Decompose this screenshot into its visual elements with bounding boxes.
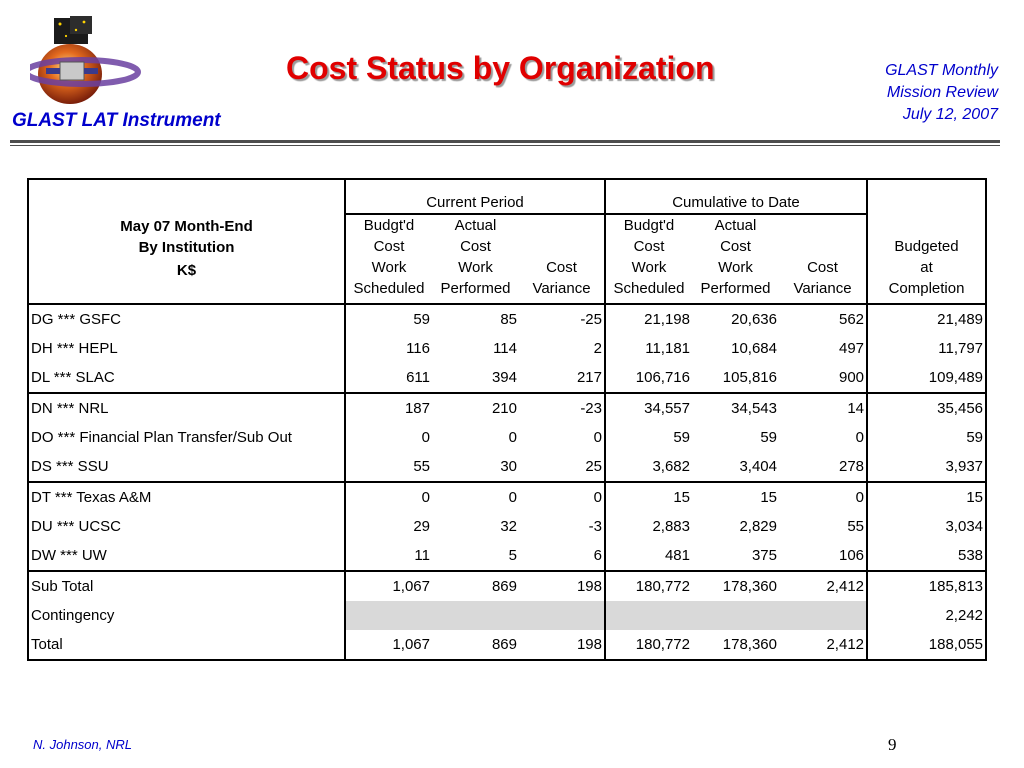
row-label: DO *** Financial Plan Transfer/Sub Out: [31, 429, 292, 446]
review-date: July 12, 2007: [902, 106, 998, 123]
cell-bac: 21,489: [867, 304, 986, 334]
cell-cum-acwp: [692, 601, 779, 630]
cell-cp-variance: -25: [519, 304, 605, 334]
review-line: GLAST Monthly: [885, 62, 998, 79]
col-header-line: Budgt'd: [363, 217, 415, 234]
page-title: Cost Status by Organization: [286, 50, 715, 86]
col-header-line: Performed: [700, 280, 771, 297]
col-header-line: Performed: [440, 280, 511, 297]
cell-bac: 2,242: [867, 601, 986, 630]
row-header-label: [28, 214, 345, 304]
cell-cum-bcws: 3,682: [605, 452, 692, 482]
cell-cum-acwp: 3,404: [739, 458, 777, 475]
cell-cum-acwp: 2,829: [739, 518, 777, 535]
cell-cum-variance: 497: [838, 340, 865, 357]
col-header-line: Work: [458, 259, 493, 276]
cell-cp-variance: 2: [593, 340, 602, 357]
cell-cum-bcws: 106,716: [605, 363, 692, 393]
cell-cum-bcws: [605, 601, 692, 630]
cell-cp-acwp: 869: [491, 636, 517, 653]
cell-cp-bcws: 29: [345, 512, 432, 541]
cell-cp-bcws: 55: [345, 452, 432, 482]
table-body: [28, 304, 986, 660]
cell-cp-bcws: 1,067: [345, 571, 432, 601]
cell-cum-acwp: 178,360: [692, 571, 779, 601]
col-header-line: Variance: [532, 280, 591, 297]
row-label: Total: [31, 636, 63, 653]
col-header-cum-variance: [779, 214, 867, 304]
col-header-line: Cost: [807, 259, 838, 276]
row-label: DT *** Texas A&M: [28, 482, 345, 512]
header-columns-row: [28, 214, 986, 304]
cell-bac: 11,797: [867, 334, 986, 363]
cell-cum-variance: 562: [779, 304, 867, 334]
col-header-cp-acwp: [432, 214, 519, 304]
cell-bac: 35,456: [867, 393, 986, 423]
table-row: [28, 452, 986, 482]
cell-cp-bcws: 187: [345, 393, 432, 423]
cell-cum-variance: 278: [838, 458, 865, 475]
cell-bac: 538: [867, 541, 986, 571]
cell-cum-acwp: 59: [760, 429, 777, 446]
review-info: [885, 60, 998, 126]
table-row: [28, 541, 986, 571]
cell-bac: 109,489: [867, 363, 986, 393]
cell-cp-variance: 198: [519, 571, 605, 601]
cell-cp-variance: 0: [593, 429, 602, 446]
cell-cum-bcws: 180,772: [605, 571, 692, 601]
col-header-line: Cost: [460, 238, 491, 255]
col-header-line: Scheduled: [353, 280, 425, 297]
row-label: DL *** SLAC: [31, 369, 115, 386]
cell-cp-variance: [519, 601, 605, 630]
cost-status-table: [27, 178, 987, 661]
col-header-line: Budgeted: [894, 238, 959, 255]
row-label: DH *** HEPL: [31, 340, 118, 357]
col-header-line: Completion: [888, 280, 965, 297]
cell-bac: 185,813: [867, 571, 986, 601]
cell-cp-acwp: 5: [508, 547, 517, 564]
header-rule-thin: [10, 145, 1000, 146]
cell-cum-bcws: 481: [605, 541, 692, 571]
cell-cp-acwp: 114: [493, 340, 517, 357]
table-row: [28, 304, 986, 334]
cell-cum-acwp: 375: [751, 547, 777, 564]
cell-cp-acwp: 32: [500, 518, 517, 535]
cell-cum-acwp: 105,816: [722, 369, 777, 386]
table-row: [28, 334, 986, 363]
cell-cum-bcws: 34,557: [605, 393, 692, 423]
row-label: DW *** UW: [31, 547, 107, 564]
header-rule-thick: [10, 140, 1000, 143]
col-header-line: Work: [718, 259, 753, 276]
col-header-line: Actual: [454, 217, 497, 234]
col-header-line: Work: [371, 259, 407, 276]
col-header-line: Cost: [633, 238, 665, 255]
cell-cp-bcws: 116: [345, 334, 432, 363]
row-label: DG *** GSFC: [28, 304, 345, 334]
col-header-line: Scheduled: [613, 280, 685, 297]
row-label: Sub Total: [28, 571, 345, 601]
cell-bac: 3,937: [867, 452, 986, 482]
group-current-period: Current Period: [345, 179, 605, 214]
col-header-cp-variance: [519, 214, 605, 304]
row-label: Contingency: [31, 607, 115, 624]
cell-cp-acwp: [432, 601, 519, 630]
cell-cum-bcws: 2,883: [605, 512, 692, 541]
cell-cum-variance: [779, 601, 867, 630]
cell-cum-acwp: 178,360: [722, 636, 777, 653]
col-header-cum-bcws: [605, 214, 692, 304]
page-number: 9: [888, 735, 897, 754]
cell-cp-bcws: 0: [345, 423, 432, 452]
cell-cum-bcws: 21,198: [605, 304, 692, 334]
col-header-line: Budgt'd: [623, 217, 675, 234]
cell-bac: 59: [867, 423, 986, 452]
cell-cum-variance: 0: [855, 429, 865, 446]
cell-cp-variance: 217: [576, 369, 602, 386]
cell-cum-bcws: 15: [605, 482, 692, 512]
cost-status-table-container: [27, 178, 985, 661]
blank-header-cell: [867, 179, 986, 214]
col-header-line: Cost: [720, 238, 751, 255]
cell-bac: 3,034: [867, 512, 986, 541]
cell-cum-acwp: 10,684: [731, 340, 777, 357]
col-header-line: Cost: [373, 238, 405, 255]
cell-cum-variance: 14: [779, 393, 867, 423]
cell-cum-variance: 2,412: [779, 571, 867, 601]
col-header-line: Work: [631, 259, 667, 276]
table-row: [28, 423, 986, 452]
row-header-unit: K$: [176, 262, 197, 279]
cell-cp-variance: 198: [576, 636, 602, 653]
table-row: [28, 482, 986, 512]
cell-cum-variance: 106: [838, 547, 865, 564]
cell-cp-variance: 25: [585, 458, 602, 475]
footer-author: N. Johnson, NRL: [33, 737, 132, 752]
cell-cum-variance: 55: [847, 518, 865, 535]
cell-cp-variance: -23: [519, 393, 605, 423]
table-row: [28, 393, 986, 423]
cell-cum-bcws: 11,181: [605, 334, 692, 363]
table-row: [28, 363, 986, 393]
col-header-line: at: [920, 259, 933, 276]
glast-mission-logo: [30, 14, 142, 112]
cell-cum-variance: 900: [838, 369, 865, 386]
row-header-line: By Institution: [138, 239, 235, 256]
cell-cp-acwp: 210: [432, 393, 519, 423]
col-header-line: Actual: [714, 217, 757, 234]
cell-cum-bcws: 59: [605, 423, 692, 452]
cell-cum-variance: 2,412: [826, 636, 865, 653]
col-header-line: Cost: [546, 259, 577, 276]
contingency-row: [28, 601, 986, 630]
row-label: DS *** SSU: [31, 458, 109, 475]
row-label: DN *** NRL: [28, 393, 345, 423]
cell-cp-bcws: [345, 601, 432, 630]
header-group-row: [28, 179, 986, 214]
row-header-line: May 07 Month-End: [120, 218, 253, 235]
cell-cum-bcws: 180,772: [605, 630, 692, 660]
cell-cum-acwp: 20,636: [692, 304, 779, 334]
blank-header-cell: [28, 179, 345, 214]
cell-cp-bcws: 11: [345, 541, 432, 571]
cell-cp-acwp: 0: [432, 482, 519, 512]
cell-cp-bcws: 59: [345, 304, 432, 334]
cell-cp-variance: 0: [519, 482, 605, 512]
total-row: [28, 630, 986, 660]
col-header-cp-bcws: [345, 214, 432, 304]
col-header-line: Variance: [793, 280, 852, 297]
cell-bac: 188,055: [867, 630, 986, 660]
cell-cp-acwp: 30: [500, 458, 517, 475]
cell-cum-acwp: 34,543: [692, 393, 779, 423]
subtotal-row: [28, 571, 986, 601]
col-header-bac: [867, 214, 986, 304]
group-cumulative-to-date: Cumulative to Date: [605, 179, 867, 214]
cell-cp-acwp: 394: [491, 369, 517, 386]
instrument-label: GLAST LAT Instrument: [12, 110, 221, 131]
row-label: DU *** UCSC: [31, 518, 122, 535]
cell-cp-acwp: 85: [432, 304, 519, 334]
col-header-cum-acwp: [692, 214, 779, 304]
cell-cp-acwp: 869: [432, 571, 519, 601]
cell-cp-bcws: 1,067: [345, 630, 432, 660]
cell-cp-bcws: 611: [345, 363, 432, 393]
cell-bac: 15: [867, 482, 986, 512]
cell-cum-variance: 0: [779, 482, 867, 512]
table-row: [28, 512, 986, 541]
review-line: Mission Review: [886, 84, 998, 101]
cell-cp-variance: 6: [593, 547, 602, 564]
cell-cp-variance: -3: [588, 518, 602, 535]
cell-cp-acwp: 0: [508, 429, 517, 446]
cell-cum-acwp: 15: [692, 482, 779, 512]
cell-cp-bcws: 0: [345, 482, 432, 512]
